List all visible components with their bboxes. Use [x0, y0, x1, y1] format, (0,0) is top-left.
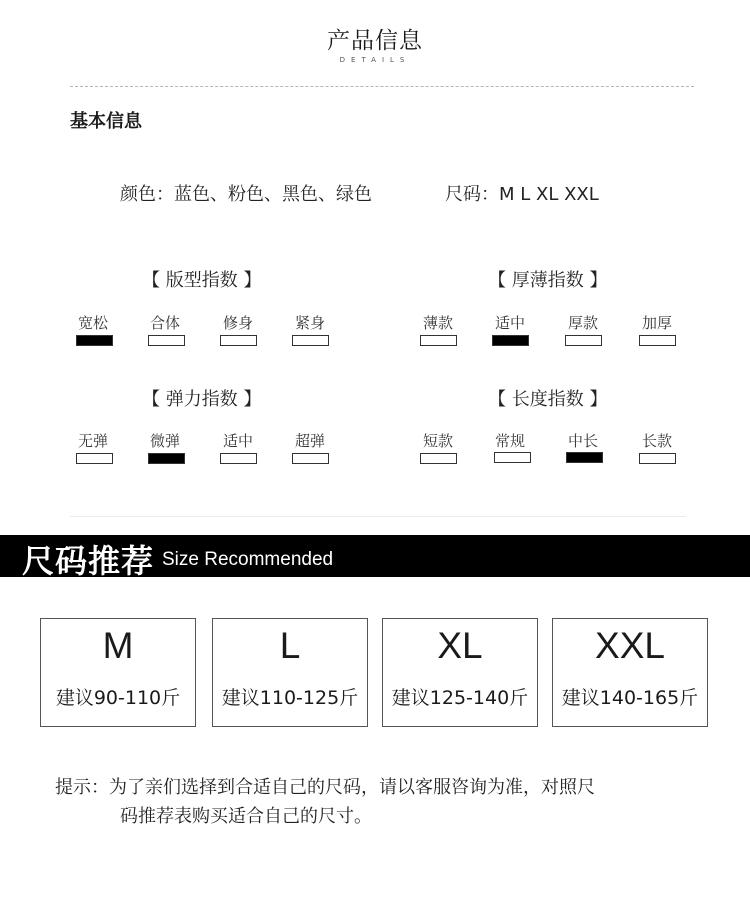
basic-info-line	[120, 180, 599, 206]
index-option-label: 长款	[641, 432, 672, 450]
index-option-label: 微弹	[149, 432, 180, 450]
index-elasticity	[60, 385, 360, 475]
index-option-label: 修身	[222, 314, 253, 332]
index-thickness	[408, 266, 708, 356]
color-options-text: 颜色：蓝色、粉色、黑色、绿色	[120, 184, 372, 205]
banner-title-en: Size Recommended	[162, 549, 334, 570]
size-card-label: M	[102, 625, 134, 666]
index-option-label: 加厚	[641, 314, 672, 332]
page-title: 产品信息	[327, 28, 423, 54]
size-card-m	[40, 618, 196, 727]
index-indicator-box	[420, 335, 457, 346]
index-indicator-box	[148, 453, 185, 464]
index-option-label: 常规	[494, 432, 525, 450]
index-indicator-box	[494, 452, 531, 463]
size-card-weight: 建议90-110斤	[55, 687, 181, 709]
size-recommend-banner	[0, 535, 750, 580]
index-indicator-box	[420, 453, 457, 464]
index-title: 【 厚薄指数 】	[488, 270, 608, 291]
size-card-l	[212, 618, 368, 727]
index-title: 【 长度指数 】	[488, 389, 608, 410]
page-subtitle: DETAILS	[339, 56, 411, 64]
index-title: 【 弹力指数 】	[142, 389, 262, 410]
size-tip-note	[55, 773, 595, 831]
size-card-label: L	[279, 625, 301, 666]
index-option-label: 紧身	[294, 314, 325, 332]
size-card-label: XXL	[595, 625, 665, 666]
tip-line-1: 提示：为了亲们选择到合适自己的尺码，请以客服咨询为准，对照尺	[55, 777, 595, 798]
basic-info-heading: 基本信息	[70, 111, 142, 132]
index-option-label: 中长	[567, 432, 598, 450]
index-indicator-box	[565, 335, 602, 346]
tip-line-2: 码推荐表购买适合自己的尺寸。	[120, 806, 372, 827]
index-length	[408, 385, 708, 475]
size-card-weight: 建议140-165斤	[561, 687, 699, 709]
index-option-label: 无弹	[77, 432, 108, 450]
index-indicator-box	[220, 453, 257, 464]
banner-title-cn: 尺码推荐	[22, 542, 155, 580]
index-indicator-box	[639, 453, 676, 464]
size-card-weight: 建议110-125斤	[221, 687, 359, 709]
index-indicator-box	[76, 335, 113, 346]
index-indicator-box	[292, 453, 329, 464]
index-option-label: 厚款	[567, 314, 598, 332]
section-divider	[70, 516, 686, 517]
index-indicator-box	[76, 453, 113, 464]
index-indicator-box	[292, 335, 329, 346]
index-indicator-box	[220, 335, 257, 346]
size-options-text: 尺码：M L XL XXL	[445, 184, 599, 205]
index-option-label: 超弹	[294, 432, 325, 450]
index-indicator-box	[566, 452, 603, 463]
size-card-label: XL	[437, 625, 483, 666]
index-option-label: 宽松	[77, 314, 108, 332]
dashed-divider	[70, 86, 694, 87]
size-card-xxl	[552, 618, 708, 727]
index-indicator-box	[148, 335, 185, 346]
index-title: 【 版型指数 】	[142, 270, 262, 291]
size-card-weight: 建议125-140斤	[391, 687, 529, 709]
index-option-label: 短款	[422, 432, 453, 450]
index-fit	[60, 266, 360, 356]
index-indicator-box	[492, 335, 529, 346]
index-option-label: 合体	[149, 314, 180, 332]
index-indicator-box	[639, 335, 676, 346]
size-card-xl	[382, 618, 538, 727]
index-option-label: 适中	[222, 432, 253, 450]
index-option-label: 薄款	[422, 314, 453, 332]
index-option-label: 适中	[494, 314, 525, 332]
